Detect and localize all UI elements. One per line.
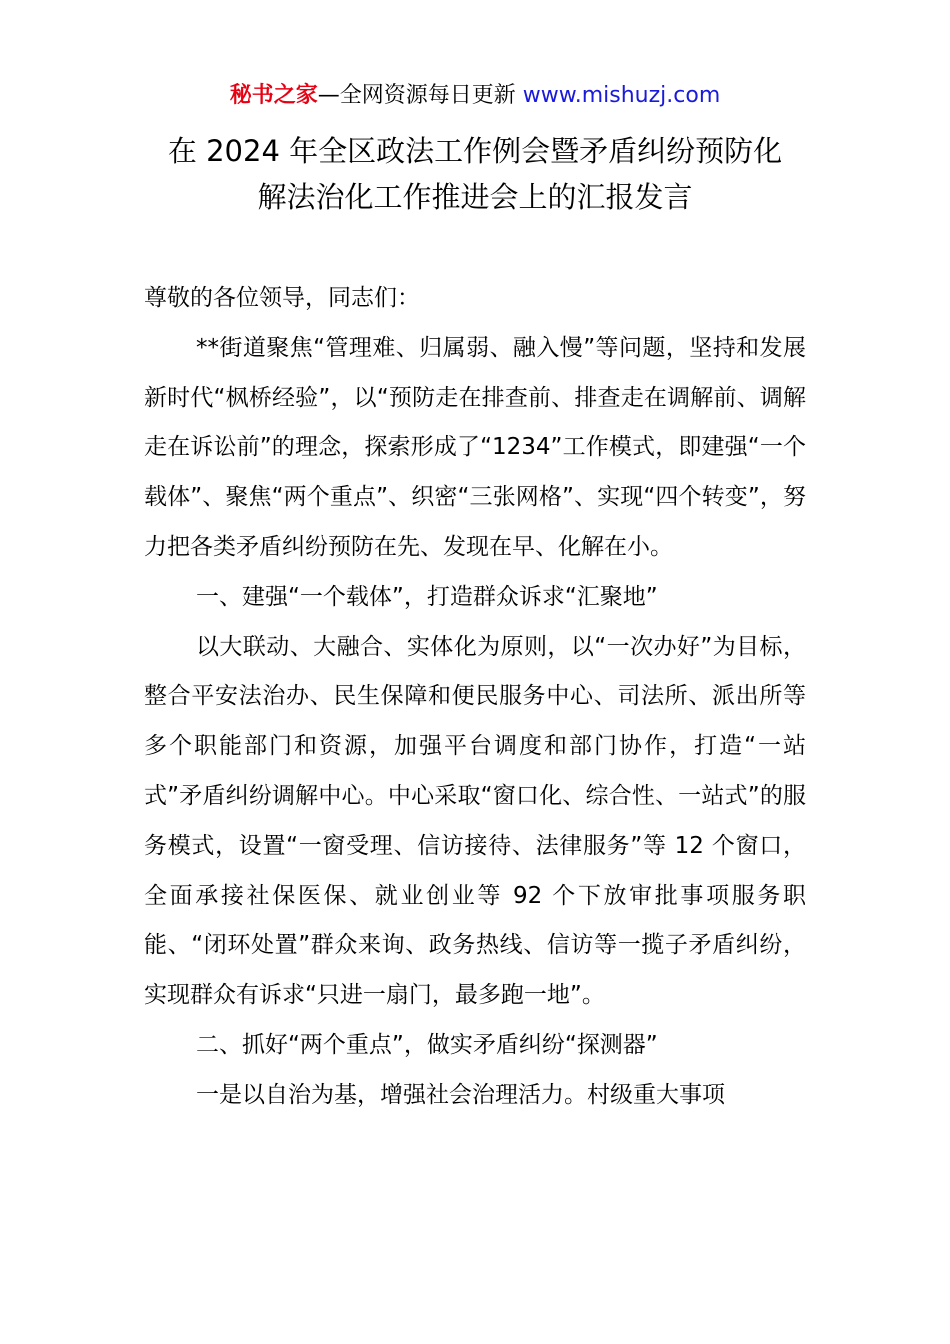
salutation: 尊敬的各位领导，同志们：	[144, 285, 420, 311]
document-title	[0, 128, 950, 220]
section-2-paragraph: 一是以自治为基，增强社会治理活力。村级重大事项	[196, 1081, 725, 1108]
site-brand: 秘书之家	[229, 83, 318, 108]
site-header	[0, 80, 950, 112]
title-line-2: 解法治化工作推进会上的汇报发言	[257, 180, 693, 214]
section-heading-1: 一、建强“一个载体”，打造群众诉求“汇聚地”	[196, 583, 658, 610]
title-line-1: 在 2024 年全区政法工作例会暨矛盾纠纷预防化	[167, 134, 783, 168]
site-url-link[interactable]: www.mishuzj.com	[522, 83, 721, 108]
section-heading-2: 二、抓好“两个重点”，做实矛盾纠纷“探测器”	[196, 1031, 658, 1058]
section-1-paragraph: 以大联动、大融合、实体化为原则，以“一次办好”为目标，整合平安法治办、民生保障和便民服务中心、司法所、派出所等多个职能部门和资源，加强平台调度和部门协作，打造“一站式”矛盾纠纷调解中心。中心采取“窗口化、综合性、一站式”的服务模式，设置“一窗受理、信访接待、法律服务”等 12 个窗口，全面承接社保医保、就业创业等 92 个下放审批事项服务职能、“闭环处置”群众来询、政务热线、信访等一揽子矛盾纠纷，实现群众有诉求“只进一扇门，最多跑一地”。	[144, 633, 806, 1009]
site-tagline: —全网资源每日更新	[317, 83, 523, 108]
intro-paragraph: **街道聚焦“管理难、归属弱、融入慢”等问题，坚持和发展新时代“枫桥经验”，以“预防走在排查前、排查走在调解前、调解走在诉讼前”的理念，探索形成了“1234”工作模式，即建强“一个载体”、聚焦“两个重点”、织密“三张网格”、实现“四个转变”，努力把各类矛盾纠纷预防在先、发现在早、化解在小。	[144, 334, 806, 560]
document-body	[144, 274, 806, 1121]
